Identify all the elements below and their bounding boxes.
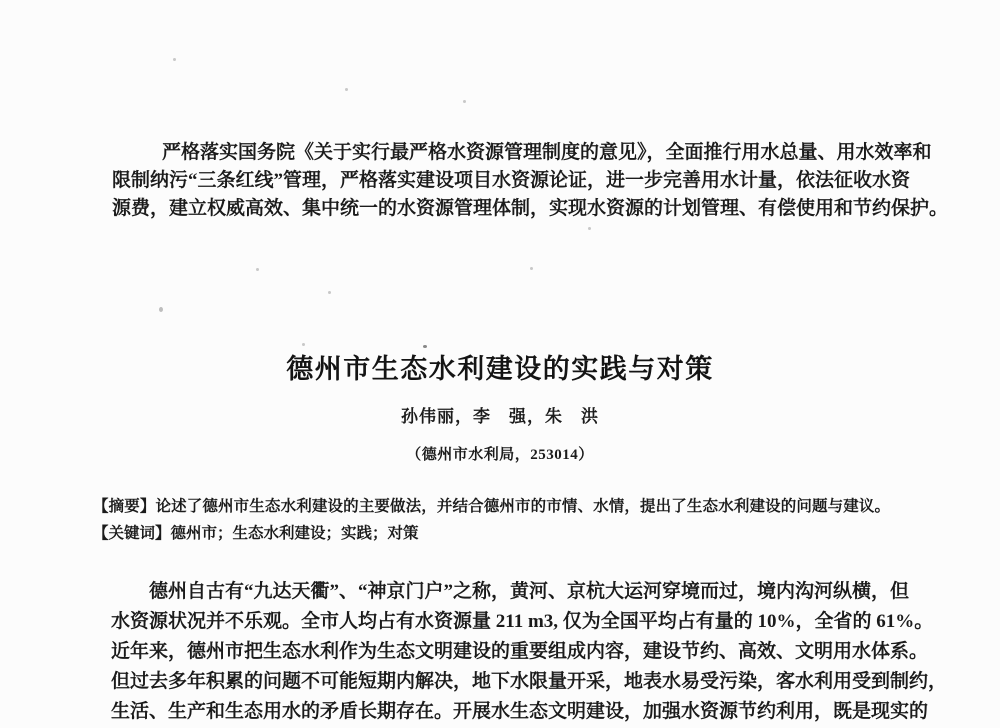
scan-speck	[173, 58, 176, 61]
scan-speck	[328, 291, 331, 294]
intro-paragraph	[112, 139, 949, 223]
paragraph-line: 但过去多年积累的问题不可能短期内解决，地下水限量开采，地表水易受污染，客水利用受到制约，	[111, 671, 948, 692]
paragraph-line: 水资源状况并不乐观。全市人均占有水资源量 211 m3, 仅为全国平均占有量的 10%，全省的 61%。	[111, 611, 934, 632]
paragraph-line: 限制纳污“三条红线”管理，严格落实建设项目水资源论证，进一步完善用水计量，依法征收水资	[112, 170, 911, 191]
scan-speck	[345, 88, 348, 91]
paragraph-line: 德州自古有“九达天衢”、“神京门户”之称，黄河、京杭大运河穿境而过，境内沟河纵横，但	[149, 581, 910, 602]
authors-line: 孙伟丽，李 强，朱 洪	[401, 407, 599, 426]
keywords-text: 德州市；生态水利建设；实践；对策	[170, 525, 419, 542]
keywords-line	[93, 523, 890, 544]
scan-speck	[463, 100, 466, 103]
paragraph-line: 生活、生产和生态用水的矛盾长期存在。开展水生态文明建设，加强水资源节约利用，既是现实的	[111, 701, 929, 722]
affiliation-line: （德州市水利局，253014）	[406, 447, 594, 463]
article-title: 德州市生态水利建设的实践与对策	[286, 354, 714, 384]
paragraph-line: 近年来，德州市把生态水利作为生态文明建设的重要组成内容，建设节约、高效、文明用水体系。	[111, 641, 929, 662]
abstract-line	[93, 496, 890, 517]
paragraph-line: 源费，建立权威高效、集中统一的水资源管理体制，实现水资源的计划管理、有偿使用和节约保护。	[112, 198, 949, 219]
scan-speck	[159, 307, 163, 312]
abstract-text: 论述了德州市生态水利建设的主要做法，并结合德州市的市情、水情，提出了生态水利建设的问题与建议。	[155, 498, 890, 515]
paragraph-line: 严格落实国务院《关于实行最严格水资源管理制度的意见》，全面推行用水总量、用水效率和	[162, 142, 932, 163]
scan-speck	[256, 268, 259, 271]
scan-speck	[588, 227, 591, 230]
body-paragraph	[111, 577, 948, 727]
scan-speck	[530, 267, 533, 270]
scan-speck	[302, 343, 305, 346]
scan-speck	[423, 345, 427, 348]
keywords-label: 【关键词】	[93, 525, 171, 542]
abstract-label: 【摘要】	[93, 498, 156, 515]
